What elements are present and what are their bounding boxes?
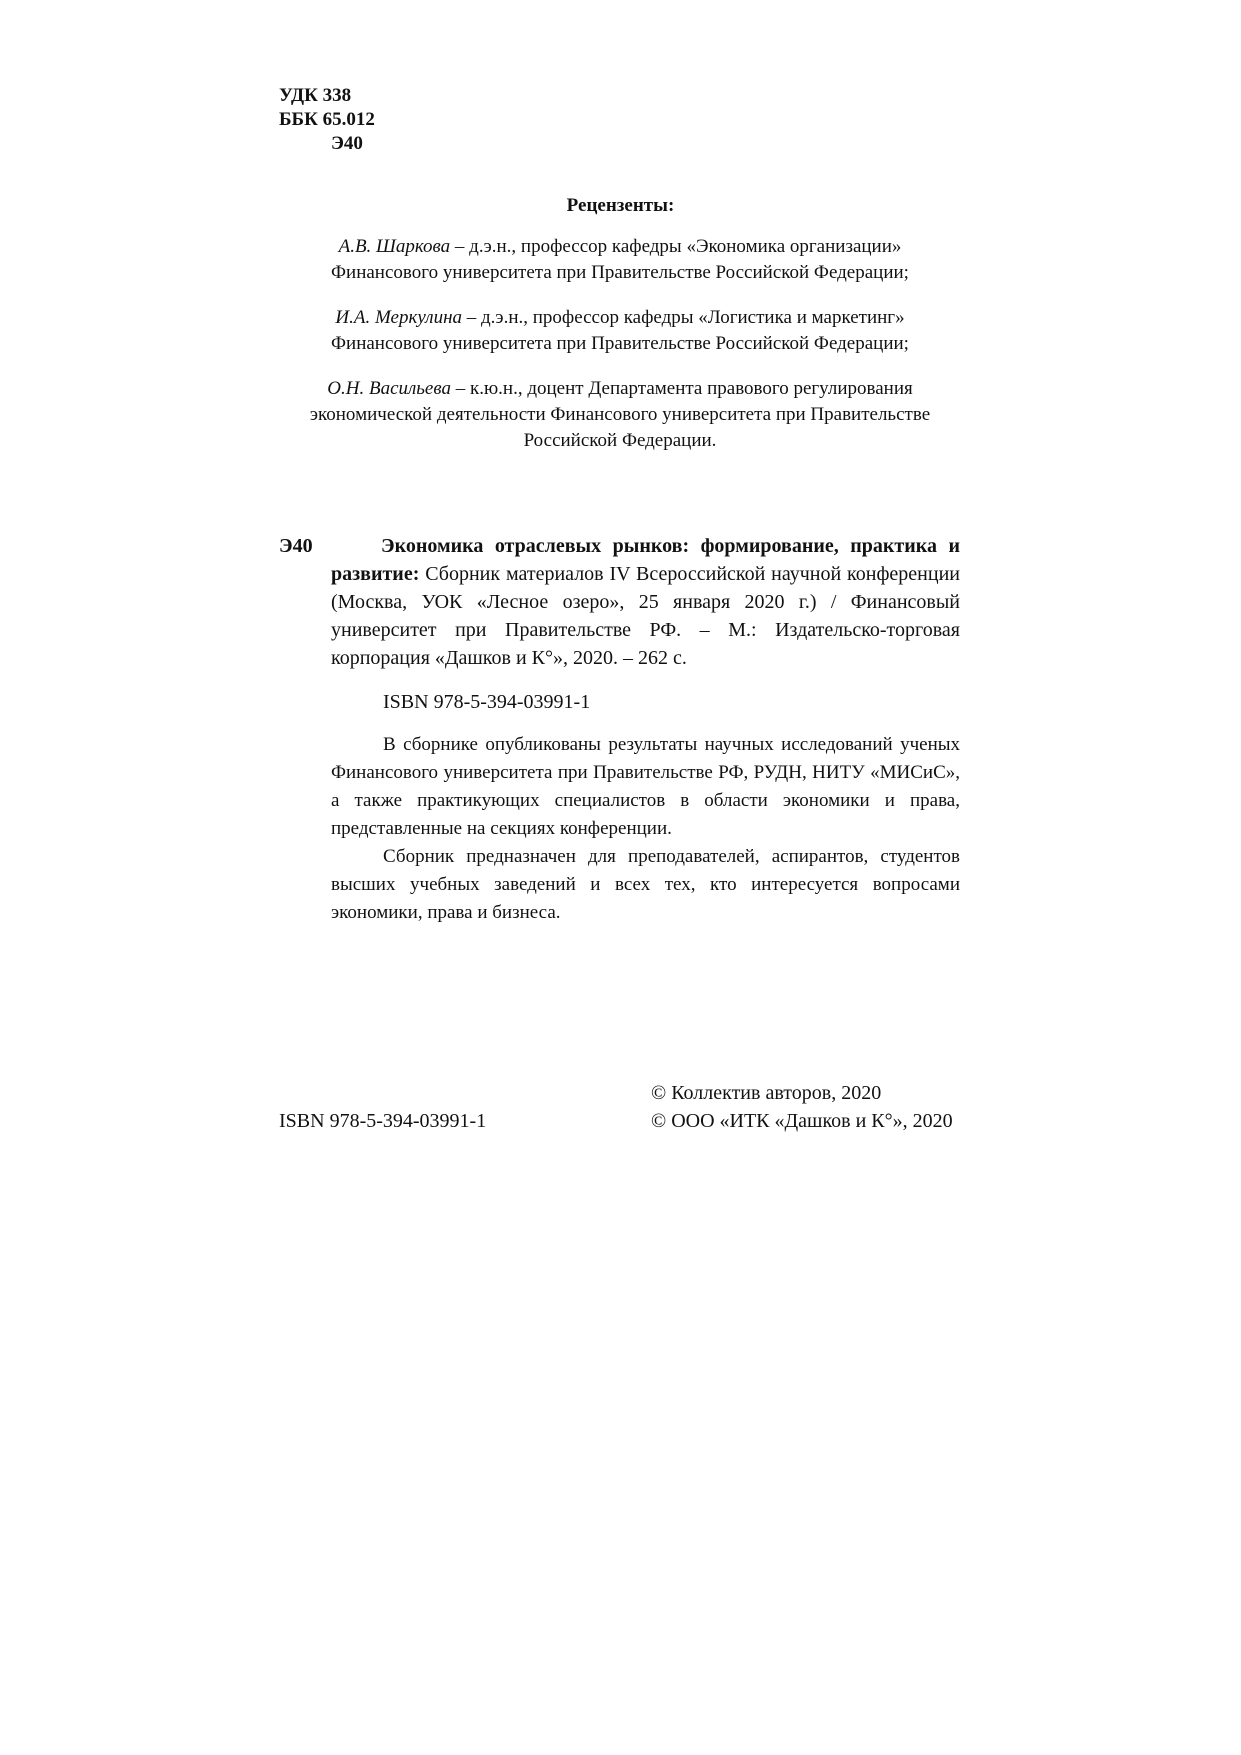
book-title: Экономика отраслевых рынков: формирование, практика и развитие: bbox=[331, 535, 960, 585]
bbk-code: ББК 65.012 bbox=[279, 109, 375, 130]
reviewer-position: – д.э.н., профессор кафедры «Логистика и маркетинг» bbox=[462, 307, 905, 328]
reviewer-affiliation-cont: Российской Федерации. bbox=[523, 430, 717, 451]
reviewer-2 bbox=[270, 305, 970, 357]
classification-block bbox=[279, 84, 375, 156]
reviewer-3 bbox=[270, 376, 970, 454]
reviewer-affiliation: Финансового университета при Правительстве Российской Федерации; bbox=[331, 262, 909, 283]
reviewer-position: – к.ю.н., доцент Департамента правового регулирования bbox=[450, 378, 913, 399]
reviewers-heading: Рецензенты: bbox=[566, 195, 675, 216]
footer-isbn: ISBN 978-5-394-03991-1 bbox=[279, 1110, 487, 1132]
reviewer-name: А.В. Шаркова bbox=[338, 236, 451, 257]
reviewer-name: И.А. Меркулина bbox=[335, 307, 462, 328]
bibliographic-entry bbox=[331, 532, 960, 672]
reviewer-affiliation: экономической деятельности Финансового университета при Правительстве bbox=[309, 404, 931, 425]
reviewer-1 bbox=[270, 234, 970, 286]
book-description: Сборник материалов IV Всероссийской научной конференции (Москва, УОК «Лесное озеро», 25 января 2020 г.) / Финансовый университет при Правительстве РФ. – М.: Издательско-торговая корпорация «Дашков и К°», 2020. – 262 с. bbox=[331, 563, 960, 669]
entry-isbn: ISBN 978-5-394-03991-1 bbox=[383, 691, 591, 713]
copyright-publisher: © ООО «ИТК «Дашков и К°», 2020 bbox=[651, 1110, 953, 1132]
reviewer-position: – д.э.н., профессор кафедры «Экономика организации» bbox=[450, 236, 902, 257]
copyright-authors: © Коллектив авторов, 2020 bbox=[651, 1082, 882, 1104]
copyright-block bbox=[651, 1079, 953, 1135]
annotation-paragraph-1: В сборнике опубликованы результаты научных исследований ученых Финансового университета при Правительстве РФ, РУДН, НИТУ «МИСиС», а также практикующих специалистов в области экономики и права, представленные на секциях конференции. bbox=[331, 734, 960, 839]
udk-code: УДК 338 bbox=[279, 85, 352, 106]
reviewer-name: О.Н. Васильева bbox=[327, 378, 451, 399]
entry-author-sign: Э40 bbox=[279, 535, 313, 557]
annotation bbox=[331, 731, 960, 927]
author-sign: Э40 bbox=[331, 133, 363, 154]
annotation-paragraph-2: Сборник предназначен для преподавателей, аспирантов, студентов высших учебных заведений и всех тех, кто интересуется вопросами экономики, права и бизнеса. bbox=[331, 846, 960, 923]
reviewer-affiliation: Финансового университета при Правительстве Российской Федерации; bbox=[331, 333, 909, 354]
